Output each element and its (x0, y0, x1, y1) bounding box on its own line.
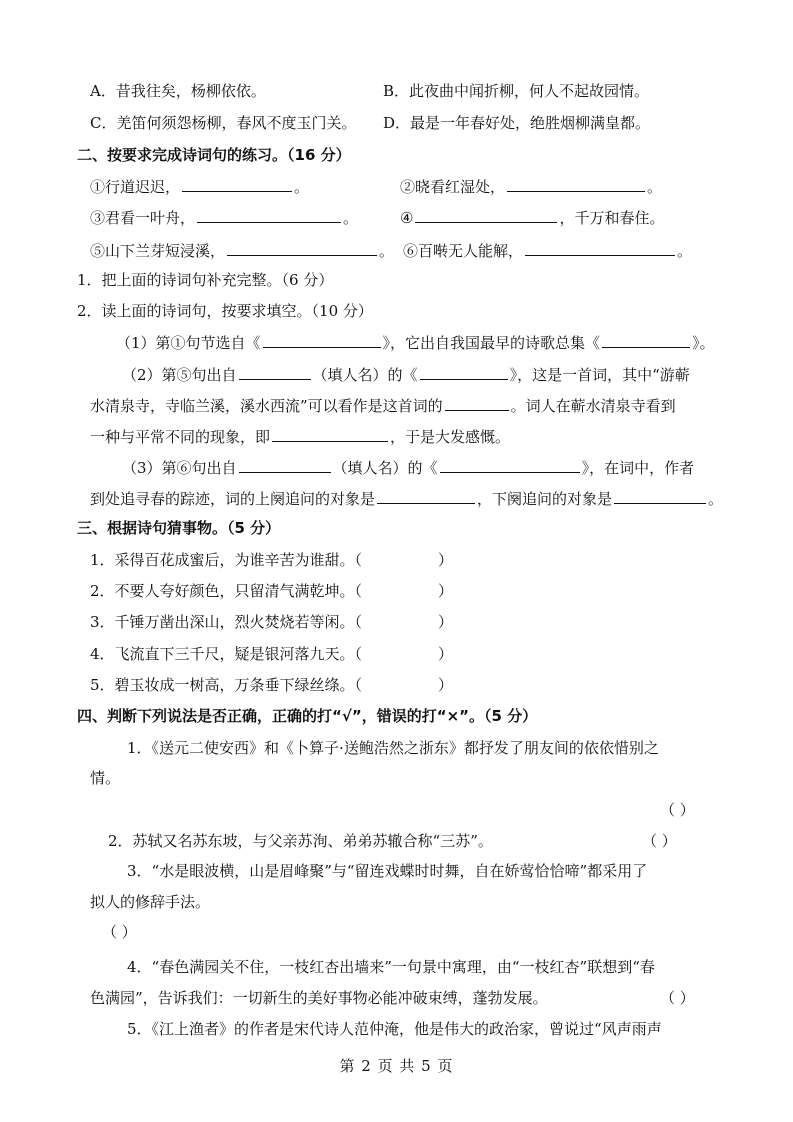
part-2-line-3-text-a: 一种与平常不同的现象，即 (90, 428, 271, 446)
poem-line-2 (400, 176, 662, 197)
section-3-heading: 三、根据诗句猜事物。（5 分） (77, 519, 281, 537)
close-paren: ） (438, 582, 454, 600)
part-3-text-c: 》，在词中，作者 (581, 459, 695, 477)
question-1: 1．把上面的诗词句补充完整。（6 分） (77, 271, 334, 289)
statement-1: 1．《送元二使安西》和《卜算子·送鲍浩然之浙东》都抒发了朋友间的依依惜别之 (127, 739, 659, 757)
riddle-text: 5．碧玉妆成一树高，万条垂下绿丝绦。（ (90, 676, 363, 694)
part-1-text-b: 》，它出自我国最早的诗歌总集《 (382, 334, 601, 352)
answer-blank[interactable] (415, 207, 557, 223)
answer-blank[interactable] (445, 395, 509, 411)
answer-paren[interactable]: （ ） (642, 832, 677, 850)
riddle-item (90, 612, 453, 632)
option-b: B．此夜曲中闻折柳，何人不起故园情。 (383, 82, 650, 100)
punctuation: 。 (647, 178, 663, 196)
option-d: D．最是一年春好处，绝胜烟柳满皇都。 (383, 114, 651, 132)
statement-3: 3．“水是眼波横，山是眉峰聚”与“留连戏蝶时时舞，自在娇莺恰恰啼”都采用了 (127, 862, 648, 880)
part-3-line-2-text-b: ，下阕追问的对象是 (477, 490, 613, 508)
answer-blank[interactable] (507, 176, 645, 192)
poem-line-5 (90, 240, 394, 261)
statement-3-line-2: 拟人的修辞手法。 (90, 893, 211, 911)
part-2-text-a: （2）第⑤句出自 (122, 366, 237, 384)
answer-paren[interactable]: （ ） (660, 989, 695, 1007)
poem-line-1 (90, 176, 309, 197)
question-2-part-2-line-2 (90, 395, 676, 416)
statement-2: 2．苏轼又名苏东坡，与父亲苏洵、弟弟苏辙合称“三苏”。 (108, 832, 493, 850)
section-2-heading: 二、按要求完成诗词句的练习。（16 分） (77, 146, 351, 164)
riddle-text: 4．飞流直下三千尺，疑是银河落九天。（ (90, 645, 363, 663)
riddle-item (90, 675, 453, 695)
poem-line-4-suffix: ，千万和春住。 (559, 209, 665, 227)
question-2-part-3-line-2 (90, 488, 723, 509)
option-c: C．羌笛何须怨杨柳，春风不度玉门关。 (90, 114, 357, 132)
answer-paren[interactable]: （ ） (660, 801, 695, 819)
part-2-text-c: 》，这是一首词，其中“游蕲 (509, 366, 690, 384)
statement-1-line-2: 情。 (90, 769, 121, 787)
answer-paren[interactable]: （ ） (102, 923, 137, 941)
answer-blank[interactable] (227, 240, 377, 256)
part-1-text-c: 》。 (692, 334, 715, 352)
riddle-text: 1．采得百花成蜜后，为谁辛苦为谁甜。（ (90, 551, 363, 569)
answer-blank[interactable] (420, 364, 508, 380)
close-paren: ） (438, 551, 454, 569)
part-2-line-2-text-a: 水清泉寺，寺临兰溪，溪水西流”可以看作是这首词的 (90, 397, 443, 415)
answer-blank[interactable] (239, 457, 331, 473)
poem-line-5-text: ⑤山下兰芽短浸溪， (90, 242, 226, 260)
part-3-text-a: （3）第⑥句出自 (122, 459, 237, 477)
poem-line-2-text: ②晓看红湿处， (400, 178, 506, 196)
punctuation: 。 (677, 242, 693, 260)
part-1-text-a: （1）第①句节选自《 (116, 334, 261, 352)
poem-line-4-prefix: ④ (400, 209, 414, 227)
question-2-part-2 (122, 364, 690, 385)
part-3-line-2-text-c: 。 (708, 490, 724, 508)
close-paren: ） (438, 613, 454, 631)
part-2-line-2-text-b: 。词人在蕲水清泉寺看到 (510, 397, 676, 415)
answer-blank[interactable] (182, 176, 292, 192)
page-number: 第 2 页 共 5 页 (339, 1057, 454, 1075)
riddle-text: 3．千锤万凿出深山，烈火焚烧若等闲。（ (90, 613, 363, 631)
riddle-item (90, 581, 453, 601)
close-paren: ） (438, 645, 454, 663)
punctuation: 。 (294, 178, 310, 196)
poem-line-4 (400, 207, 664, 228)
answer-blank[interactable] (614, 488, 706, 504)
poem-line-3-text: ③君看一叶舟， (90, 209, 196, 227)
answer-blank[interactable] (525, 240, 675, 256)
poem-line-6 (403, 240, 692, 261)
question-2-part-3 (122, 457, 694, 478)
question-2-part-2-line-3 (90, 426, 510, 447)
answer-blank[interactable] (197, 207, 341, 223)
part-3-text-b: （填人名）的《 (332, 459, 438, 477)
answer-blank[interactable] (377, 488, 475, 504)
answer-blank[interactable] (263, 332, 381, 348)
answer-blank[interactable] (239, 364, 311, 380)
question-2-part-1 (116, 332, 715, 353)
punctuation: 。 (379, 242, 395, 260)
answer-blank[interactable] (440, 457, 580, 473)
riddle-item (90, 644, 453, 664)
part-2-text-b: （填人名）的《 (312, 366, 418, 384)
riddle-item (90, 550, 453, 570)
statement-4-line-2: 色满园”，告诉我们：一切新生的美好事物必能冲破束缚，蓬勃发展。 (90, 989, 548, 1007)
punctuation: 。 (343, 209, 359, 227)
poem-line-6-text: ⑥百啭无人能解， (403, 242, 524, 260)
answer-blank[interactable] (272, 426, 388, 442)
part-2-line-3-text-b: ，于是大发感慨。 (390, 428, 511, 446)
part-3-line-2-text-a: 到处追寻春的踪迹，词的上阕追问的对象是 (90, 490, 376, 508)
poem-line-1-text: ①行道迟迟， (90, 178, 181, 196)
statement-5: 5．《江上渔者》的作者是宋代诗人范仲淹，他是伟大的政治家，曾说过“风声雨声 (127, 1020, 662, 1038)
question-2: 2．读上面的诗词句，按要求填空。（10 分） (77, 302, 373, 320)
option-a: A．昔我往矣，杨柳依依。 (90, 82, 266, 100)
answer-blank[interactable] (602, 332, 690, 348)
close-paren: ） (438, 676, 454, 694)
section-4-heading: 四、判断下列说法是否正确，正确的打“√”，错误的打“×”。（5 分） (77, 707, 538, 725)
riddle-text: 2．不要人夸好颜色，只留清气满乾坤。（ (90, 582, 363, 600)
statement-4: 4．“春色满园关不住，一枝红杏出墙来”一句景中寓理，由“一枝红杏”联想到“春 (127, 958, 655, 976)
poem-line-3 (90, 207, 358, 228)
